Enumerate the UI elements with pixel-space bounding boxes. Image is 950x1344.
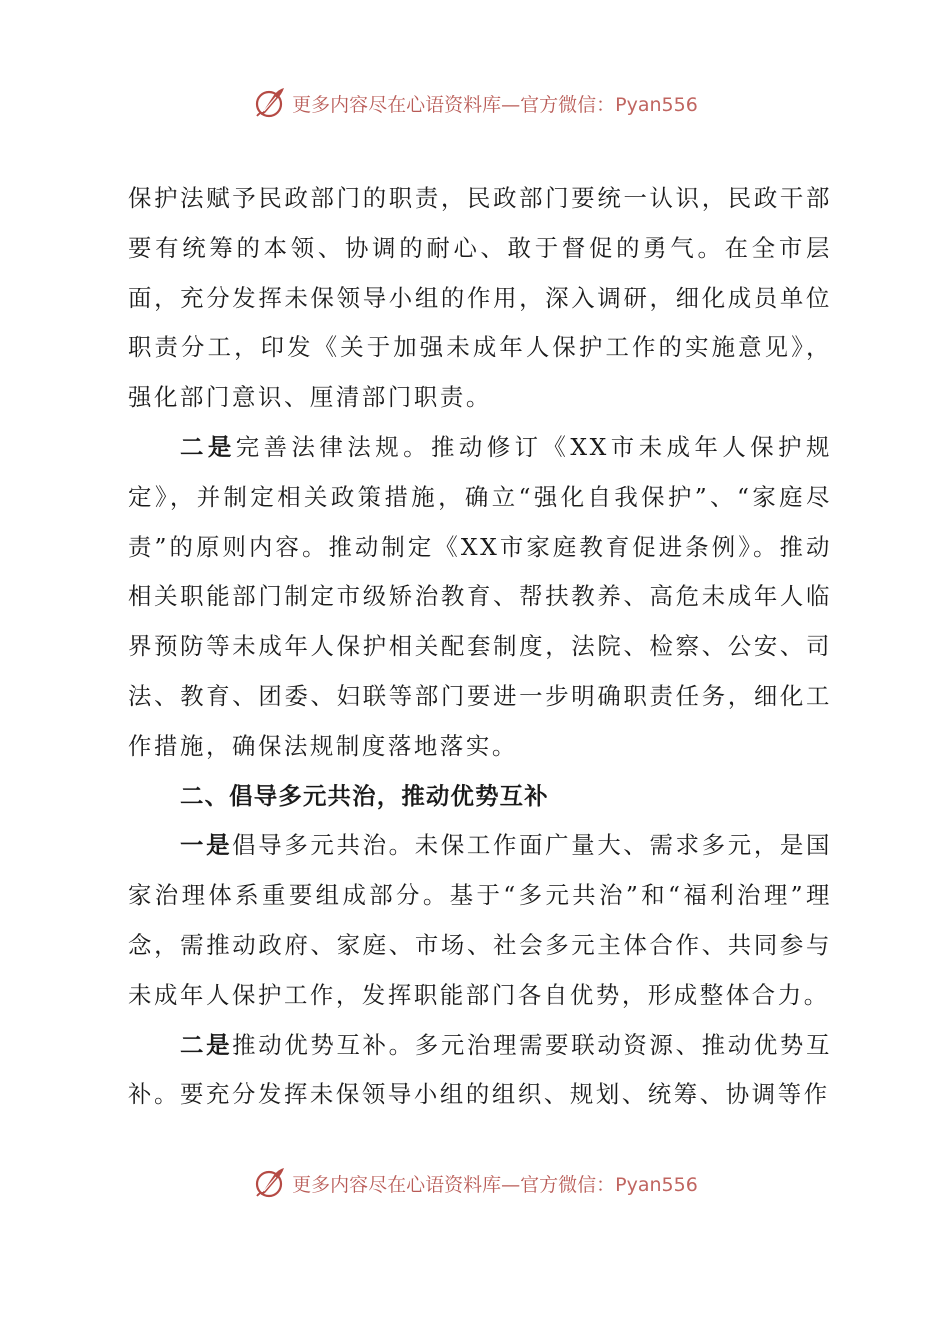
paragraph-4: 二是推动优势互补。多元治理需要联动资源、推动优势互补。要充分发挥未保领导小组的组织、规划、统筹、协调等作 [128, 1030, 832, 1109]
section-heading: 二、倡导多元共治，推动优势互补 [180, 781, 549, 810]
paragraph-lead: 一是 [180, 831, 233, 860]
header-banner [0, 83, 950, 123]
paragraph-2: 二是完善法律法规。推动修订《XX市未成年人保护规定》，并制定相关政策措施，确立“强化自我保护”、“家庭尽责”的原则内容。推动制定《XX市家庭教育促进条例》。推动相关职能部门制定市级矫治教育、帮扶教养、高危未成年人临界预防等未成年人保护相关配套制度，法院、检察、公安、司法、教育、团委、妇联等部门要进一步明确职责任务，细化工作措施，确保法规制度落地落实。 [128, 432, 832, 760]
paragraph-3: 一是倡导多元共治。未保工作面广量大、需求多元，是国家治理体系重要组成部分。基于“多元共治”和“福利治理”理念，需推动政府、家庭、市场、社会多元主体合作、共同参与未成年人保护工作，发挥职能部门各自优势，形成整体合力。 [128, 831, 832, 1009]
wechat-id: Pyan556 [615, 93, 698, 116]
banner-text: 更多内容尽在心语资料库—官方微信：Pyan556 [292, 93, 698, 116]
document-body [128, 174, 832, 1120]
footer-banner [0, 1163, 950, 1203]
quill-pen-logo-icon [252, 1165, 288, 1201]
wechat-id: Pyan556 [615, 1173, 698, 1196]
paragraph-1: 保护法赋予民政部门的职责，民政部门要统一认识，民政干部要有统筹的本领、协调的耐心、敢于督促的勇气。在全市层面，充分发挥未保领导小组的作用，深入调研，细化成员单位职责分工，印发《关于加强未成年人保护工作的实施意见》，强化部门意识、厘清部门职责。 [128, 184, 832, 412]
quill-pen-logo-icon [252, 85, 288, 121]
paragraph-lead: 二是 [180, 432, 236, 461]
paragraph-lead: 二是 [180, 1030, 233, 1059]
banner-text: 更多内容尽在心语资料库—官方微信：Pyan556 [292, 1173, 698, 1196]
